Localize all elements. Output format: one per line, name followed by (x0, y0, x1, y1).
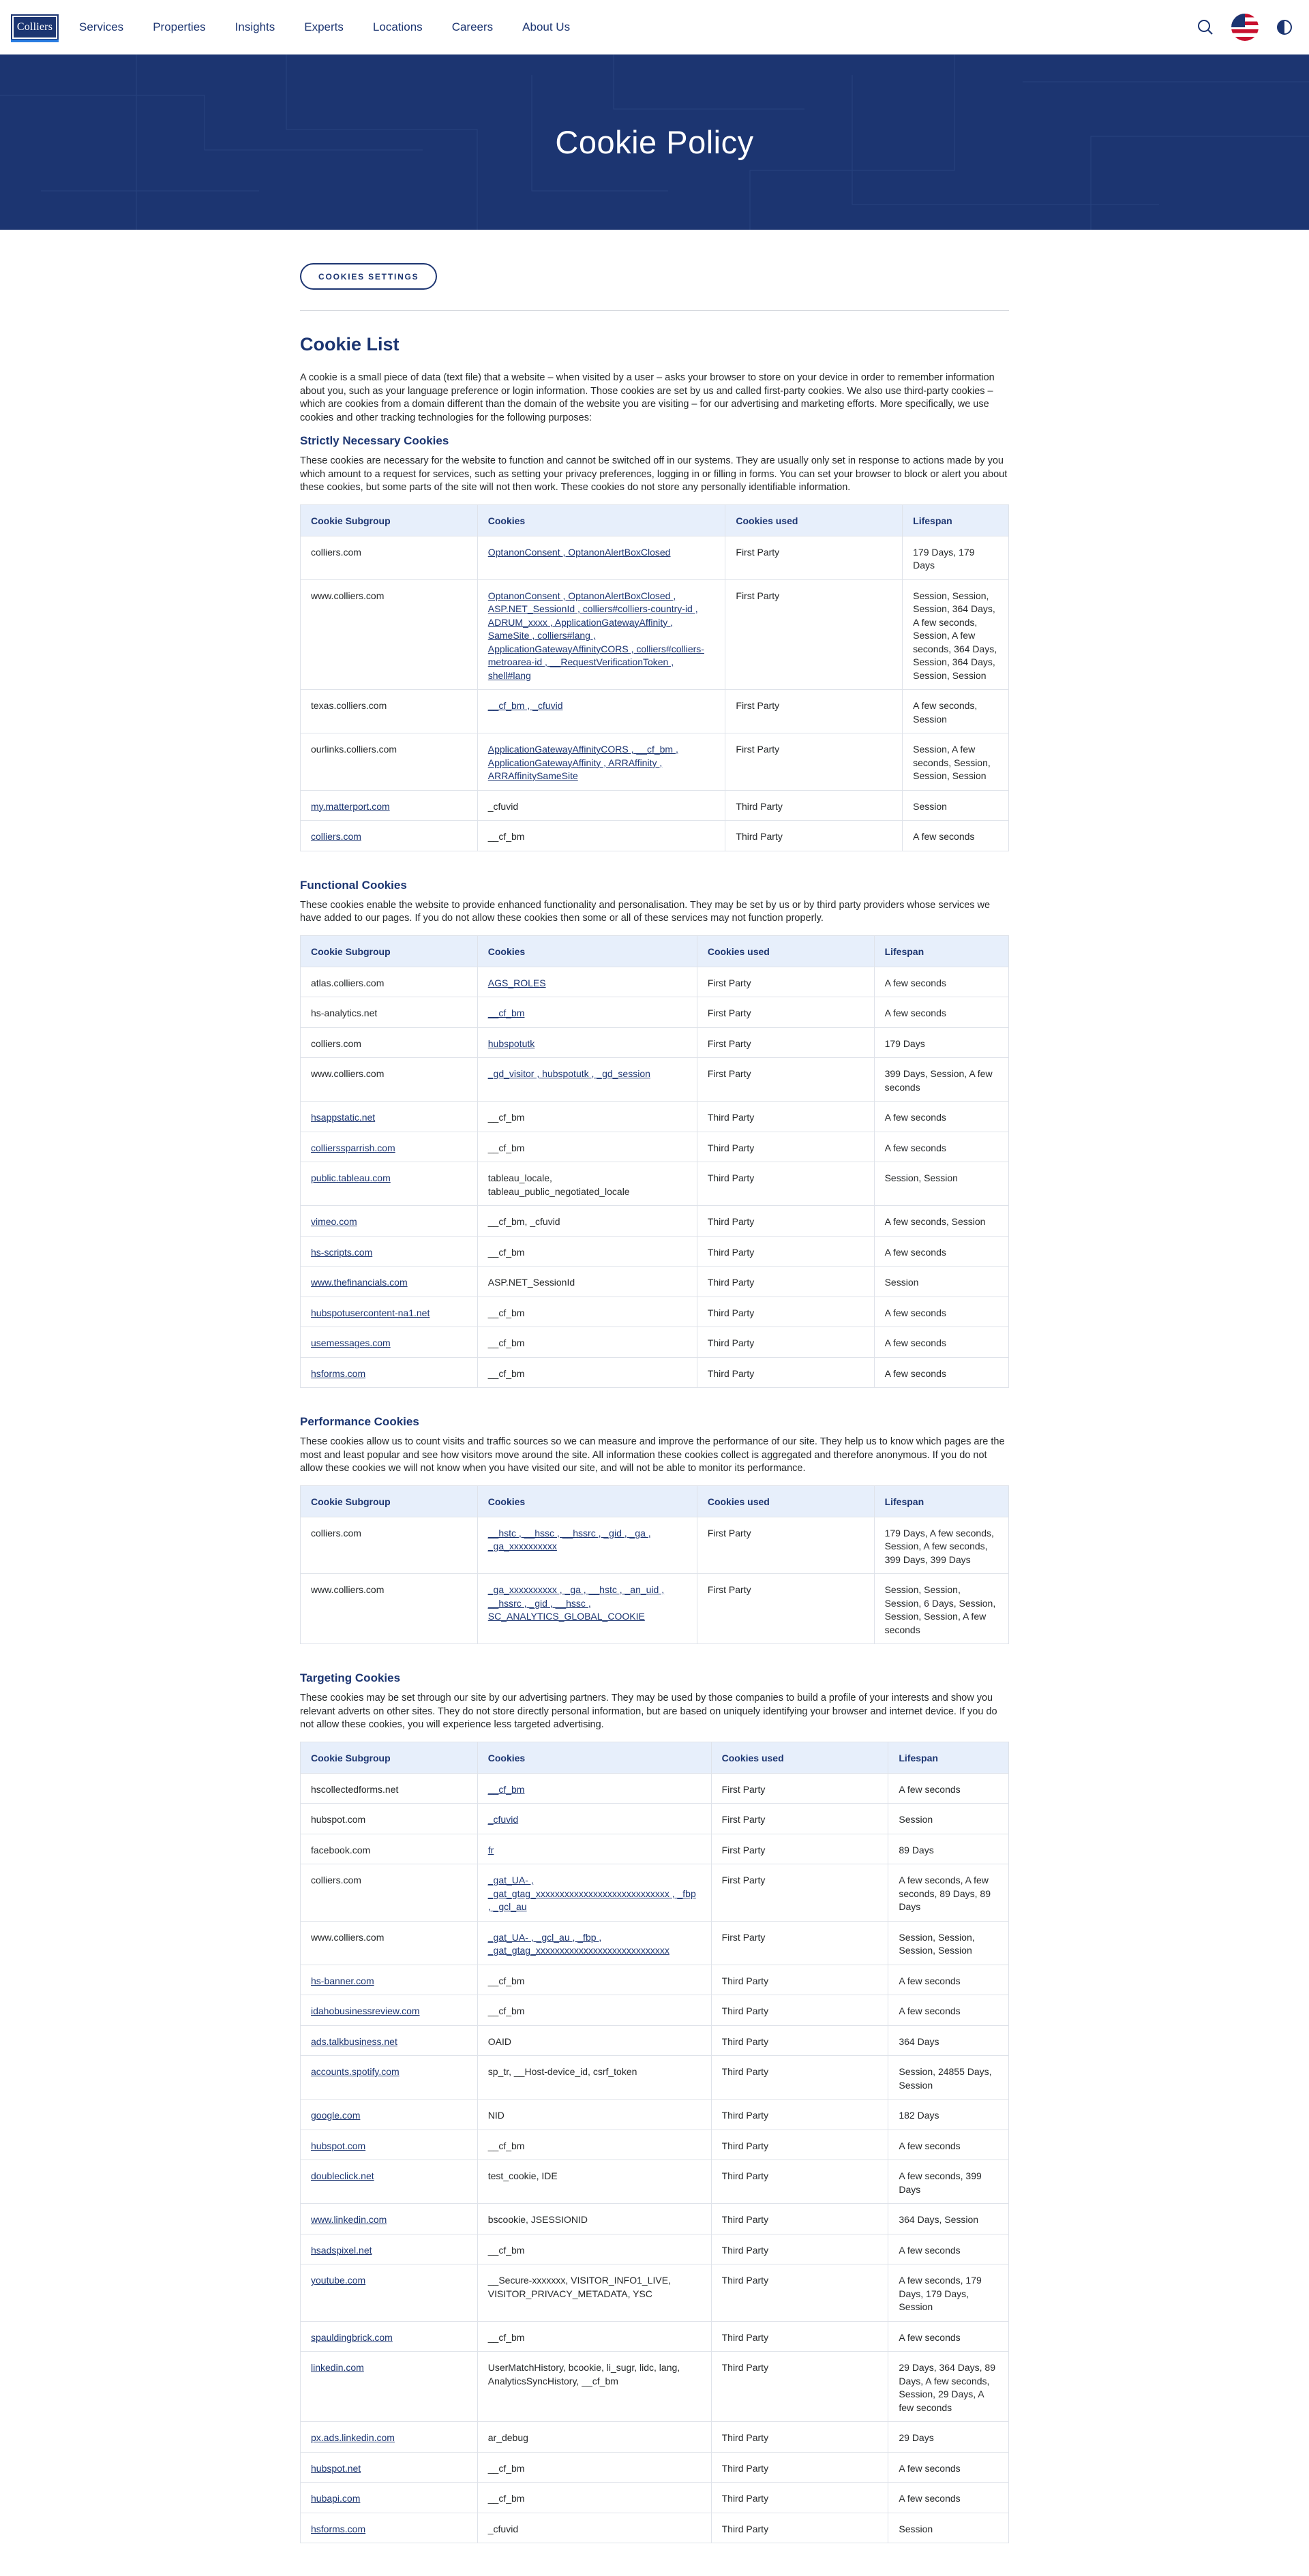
cookies-used-cell: First Party (725, 690, 903, 733)
subgroup-cell[interactable]: doubleclick.net (301, 2160, 478, 2204)
lifespan-cell: Session (888, 1804, 1009, 1834)
subgroup-cell: www.colliers.com (301, 579, 478, 690)
table-row (301, 579, 1009, 690)
column-header-lifespan: Lifespan (888, 1742, 1009, 1773)
table-row (301, 1132, 1009, 1162)
targeting-cookies-section (300, 1644, 1009, 2543)
cookies-used-cell: First Party (711, 1804, 888, 1834)
targeting-cookies-table (300, 1742, 1009, 2544)
lifespan-cell: A few seconds (888, 2130, 1009, 2160)
cookies-cell[interactable]: _cfuvid (477, 1804, 711, 1834)
cookies-cell: ar_debug (477, 2422, 711, 2453)
subgroup-cell: colliers.com (301, 1027, 478, 1058)
cookies-used-cell: First Party (725, 733, 903, 791)
cookies-used-cell: Third Party (711, 2025, 888, 2056)
cookies-cell: __cf_bm (477, 1357, 697, 1388)
table-header-row (301, 504, 1009, 536)
subgroup-cell[interactable]: hsappstatic.net (301, 1102, 478, 1132)
table-row (301, 2352, 1009, 2422)
lifespan-cell: Session (888, 2513, 1009, 2543)
cookies-cell[interactable]: __hstc , __hssc , __hssrc , _gid , _ga , _ga_xxxxxxxxxx (477, 1517, 697, 1574)
table-row (301, 997, 1009, 1028)
functional-cookies-description: These cookies enable the website to provide enhanced functionality and personalisation. They may be set by us or by third party providers whose services we have added to our pages. If you do not allow these cookies then some or all of these services may not function properly. (300, 899, 991, 924)
performance-cookies-description: These cookies allow us to count visits and traffic sources so we can measure and improve the performance of our site. They help us to know which pages are the most and least popular and see how visitors move around the site. All information these cookies collect is aggregated and therefore anonymous. If you do not allow these cookies we will not know when you have visited our site, and will not be able to monitor its performance. (300, 1436, 1005, 1474)
nav-insights[interactable]: Insights (235, 20, 275, 33)
cookies-cell: __cf_bm (477, 2321, 711, 2352)
cookies-cell: __cf_bm (477, 1995, 711, 2026)
table-row (301, 1206, 1009, 1237)
cookies-cell[interactable]: OptanonConsent , OptanonAlertBoxClosed , ASP.NET_SessionId , colliers#colliers-country-id , ADRUM_xxxx , ApplicationGatewayAffinity , SameSite , colliers#lang , ApplicationGatewayAffinityCORS , colliers#colliers-metroarea-id , __RequestVerificationToken , shell#lang (477, 579, 725, 690)
cookies-used-cell: Third Party (711, 1995, 888, 2026)
table-row (301, 1804, 1009, 1834)
table-row (301, 2422, 1009, 2453)
table-row (301, 2483, 1009, 2513)
cookies-used-cell: Third Party (697, 1297, 874, 1327)
lifespan-cell: A few seconds (874, 1236, 1008, 1267)
nav-locations[interactable]: Locations (372, 20, 423, 33)
lifespan-cell: 364 Days, Session (888, 2204, 1009, 2234)
targeting-cookies-heading: Targeting Cookies (300, 1671, 401, 1684)
cookies-used-cell: Third Party (711, 2160, 888, 2204)
column-header-cookies-used: Cookies used (711, 1742, 888, 1773)
table-row (301, 2234, 1009, 2264)
lifespan-cell: 179 Days, 179 Days (903, 536, 1009, 579)
subgroup-cell[interactable]: vimeo.com (301, 1206, 478, 1237)
table-row (301, 2513, 1009, 2543)
lifespan-cell: 29 Days, 364 Days, 89 Days, A few seconds, Session, 29 Days, A few seconds (888, 2352, 1009, 2422)
subgroup-cell[interactable]: hsforms.com (301, 1357, 478, 1388)
page-title: Cookie Policy (555, 124, 754, 160)
subgroup-cell[interactable]: usemessages.com (301, 1327, 478, 1358)
site-header (0, 0, 1309, 55)
cookies-cell[interactable]: OptanonConsent , OptanonAlertBoxClosed (477, 536, 725, 579)
lifespan-cell: A few seconds (888, 1965, 1009, 1995)
column-header-cookies: Cookies (477, 935, 697, 967)
subgroup-cell[interactable]: www.linkedin.com (301, 2204, 478, 2234)
table-row (301, 1965, 1009, 1995)
table-row (301, 2321, 1009, 2352)
lifespan-cell: A few seconds (874, 1297, 1008, 1327)
lifespan-cell: A few seconds (888, 1995, 1009, 2026)
cookies-used-cell: Third Party (711, 2452, 888, 2483)
cookies-cell: __cf_bm (477, 821, 725, 851)
subgroup-cell[interactable]: accounts.spotify.com (301, 2056, 478, 2100)
lifespan-cell: 364 Days (888, 2025, 1009, 2056)
functional-cookies-table (300, 935, 1009, 1389)
column-header-cookie-subgroup: Cookie Subgroup (301, 504, 478, 536)
lifespan-cell: A few seconds (874, 1132, 1008, 1162)
cookies-cell: __cf_bm (477, 1297, 697, 1327)
lifespan-cell: Session, 24855 Days, Session (888, 2056, 1009, 2100)
subgroup-cell: hs-analytics.net (301, 997, 478, 1028)
table-row (301, 1327, 1009, 1358)
cookies-cell[interactable]: __cf_bm (477, 1773, 711, 1804)
colliers-logo[interactable] (11, 14, 59, 40)
table-row (301, 1574, 1009, 1644)
cookies-used-cell: First Party (711, 1834, 888, 1864)
table-row (301, 1357, 1009, 1388)
subgroup-cell[interactable]: youtube.com (301, 2264, 478, 2322)
table-row (301, 2160, 1009, 2204)
column-header-lifespan: Lifespan (874, 935, 1008, 967)
table-row (301, 1995, 1009, 2026)
logo-accent-bar (11, 40, 59, 42)
subgroup-cell: www.colliers.com (301, 1921, 478, 1965)
table-row (301, 2100, 1009, 2130)
main-nav (79, 20, 599, 34)
nav-services[interactable]: Services (79, 20, 124, 33)
performance-cookies-heading: Performance Cookies (300, 1415, 419, 1428)
table-row (301, 1297, 1009, 1327)
table-row (301, 1102, 1009, 1132)
subgroup-cell[interactable]: idahobusinessreview.com (301, 1995, 478, 2026)
table-row (301, 1773, 1009, 1804)
subgroup-cell[interactable]: www.thefinancials.com (301, 1267, 478, 1297)
cookies-used-cell: First Party (725, 579, 903, 690)
subgroup-cell[interactable]: spauldingbrick.com (301, 2321, 478, 2352)
cookies-cell[interactable]: hubspotutk (477, 1027, 697, 1058)
performance-cookies-section (300, 1388, 1009, 1644)
subgroup-cell: texas.colliers.com (301, 690, 478, 733)
strictly-necessary-cookies-description: These cookies are necessary for the website to function and cannot be switched off in our systems. They are usually only set in response to actions made by you which amount to a request for services, such as setting your privacy preferences, logging in or filling in forms. You can set your browser to block or alert you about these cookies, but some parts of the site will not then work. These cookies do not store any personally identifiable information. (300, 455, 1008, 493)
cookies-used-cell: Third Party (711, 2204, 888, 2234)
strictly-necessary-cookies-section (300, 434, 1009, 851)
cookies-used-cell: Third Party (711, 2321, 888, 2352)
nav-about-us[interactable]: About Us (522, 20, 571, 33)
column-header-cookies-used: Cookies used (697, 1485, 874, 1517)
table-row (301, 790, 1009, 821)
subgroup-cell: facebook.com (301, 1834, 478, 1864)
table-header-row (301, 935, 1009, 967)
cookies-cell[interactable]: _ga_xxxxxxxxxx , _ga , __hstc , _an_uid , __hssrc , _gid , __hssc , SC_ANALYTICS_GLOBAL_COOKIE (477, 1574, 697, 1644)
subgroup-cell[interactable]: colliers.com (301, 821, 478, 851)
subgroup-cell[interactable]: hs-scripts.com (301, 1236, 478, 1267)
functional-cookies-section (300, 851, 1009, 1389)
cookies-cell: ASP.NET_SessionId (477, 1267, 697, 1297)
table-row (301, 1517, 1009, 1574)
lifespan-cell: A few seconds, Session (903, 690, 1009, 733)
cookies-used-cell: Third Party (711, 2056, 888, 2100)
cookies-settings-button[interactable]: COOKIES SETTINGS (300, 263, 437, 290)
lifespan-cell: Session (874, 1267, 1008, 1297)
subgroup-cell[interactable]: collierssparrish.com (301, 1132, 478, 1162)
table-row (301, 536, 1009, 579)
cookies-used-cell: Third Party (711, 2483, 888, 2513)
subgroup-cell[interactable]: linkedin.com (301, 2352, 478, 2422)
cookie-list-heading: Cookie List (300, 334, 400, 354)
section-spacer (300, 1388, 1009, 1406)
cookie-list-intro: A cookie is a small piece of data (text file) that a website – when visited by a user – asks your browser to store on your device in order to remember information about you, such as your language preference or login information. Those cookies are set by us and called first-party cookies. We also use third-party cookies – which are cookies from a domain different than the domain of the website you are visiting – for our advertising and marketing efforts. More specifically, we use cookies and other tracking technologies for the following purposes: (300, 372, 995, 423)
cookies-cell[interactable]: _gat_UA- , _gcl_au , _fbp , _gat_gtag_xxxxxxxxxxxxxxxxxxxxxxxxxxxx (477, 1921, 711, 1965)
subgroup-cell: ourlinks.colliers.com (301, 733, 478, 791)
table-row (301, 1236, 1009, 1267)
table-row (301, 2264, 1009, 2322)
cookies-used-cell: Third Party (711, 2352, 888, 2422)
column-header-lifespan: Lifespan (874, 1485, 1008, 1517)
search-icon[interactable] (1192, 14, 1219, 41)
lifespan-cell: A few seconds (874, 1327, 1008, 1358)
subgroup-cell[interactable]: hubapi.com (301, 2483, 478, 2513)
lifespan-cell: A few seconds (874, 997, 1008, 1028)
lifespan-cell: Session, Session, Session, 6 Days, Session, Session, Session, A few seconds (874, 1574, 1008, 1644)
cookies-cell: __cf_bm, _cfuvid (477, 1206, 697, 1237)
cookies-used-cell: Third Party (697, 1267, 874, 1297)
subgroup-cell[interactable]: google.com (301, 2100, 478, 2130)
column-header-cookies-used: Cookies used (725, 504, 903, 536)
cookies-used-cell: First Party (697, 997, 874, 1028)
cookies-cell[interactable]: AGS_ROLES (477, 967, 697, 997)
table-header-row (301, 1742, 1009, 1773)
column-header-cookies: Cookies (477, 504, 725, 536)
table-row (301, 2056, 1009, 2100)
cookies-cell[interactable]: _gat_UA- , _gat_gtag_xxxxxxxxxxxxxxxxxxxxxxxxxxxx , _fbp , _gcl_au (477, 1864, 711, 1922)
subgroup-cell[interactable]: ads.talkbusiness.net (301, 2025, 478, 2056)
lifespan-cell: A few seconds, 179 Days, 179 Days, Session (888, 2264, 1009, 2322)
cookies-cell[interactable]: __cf_bm , _cfuvid (477, 690, 725, 733)
cookies-used-cell: Third Party (697, 1357, 874, 1388)
subgroup-cell: colliers.com (301, 1517, 478, 1574)
subgroup-cell: www.colliers.com (301, 1058, 478, 1102)
nav-experts[interactable]: Experts (304, 20, 344, 33)
cookies-cell: bscookie, JSESSIONID (477, 2204, 711, 2234)
lifespan-cell: A few seconds (874, 967, 1008, 997)
lifespan-cell: Session (903, 790, 1009, 821)
cookies-used-cell: Third Party (711, 2422, 888, 2453)
table-row (301, 1267, 1009, 1297)
hero-banner (0, 55, 1309, 230)
cookies-used-cell: Third Party (711, 2100, 888, 2130)
cookies-cell: __cf_bm (477, 1327, 697, 1358)
cookies-cell: _cfuvid (477, 790, 725, 821)
lifespan-cell: A few seconds (888, 2321, 1009, 2352)
subgroup-cell[interactable]: hsadspixel.net (301, 2234, 478, 2264)
cookies-used-cell: Third Party (725, 790, 903, 821)
us-flag-icon[interactable] (1231, 14, 1259, 41)
lifespan-cell: Session, Session, Session, Session (888, 1921, 1009, 1965)
cookies-cell[interactable]: ApplicationGatewayAffinityCORS , __cf_bm , ApplicationGatewayAffinity , ARRAffinity , ARRAffinitySameSite (477, 733, 725, 791)
cookies-used-cell: Third Party (697, 1327, 874, 1358)
subgroup-cell[interactable]: hubspotusercontent-na1.net (301, 1297, 478, 1327)
lifespan-cell: A few seconds (888, 2452, 1009, 2483)
cookies-cell: _cfuvid (477, 2513, 711, 2543)
table-row (301, 733, 1009, 791)
subgroup-cell[interactable]: my.matterport.com (301, 790, 478, 821)
performance-cookies-table (300, 1485, 1009, 1645)
lifespan-cell: 179 Days, A few seconds, Session, A few seconds, 399 Days, 399 Days (874, 1517, 1008, 1574)
main-content (300, 230, 1009, 2543)
cookies-cell: __cf_bm (477, 2234, 711, 2264)
section-spacer (300, 1644, 1009, 1662)
cookies-used-cell: First Party (697, 1574, 874, 1644)
lifespan-cell: A few seconds, A few seconds, 89 Days, 89 Days (888, 1864, 1009, 1922)
cookies-used-cell: First Party (711, 1921, 888, 1965)
column-header-cookie-subgroup: Cookie Subgroup (301, 1742, 478, 1773)
lifespan-cell: A few seconds (888, 2483, 1009, 2513)
cookies-cell: __cf_bm (477, 2130, 711, 2160)
lifespan-cell: A few seconds (888, 1773, 1009, 1804)
strictly-necessary-cookies-heading: Strictly Necessary Cookies (300, 434, 449, 447)
subgroup-cell[interactable]: hsforms.com (301, 2513, 478, 2543)
cookies-cell: test_cookie, IDE (477, 2160, 711, 2204)
cookies-cell: tableau_locale, tableau_public_negotiated_locale (477, 1162, 697, 1206)
lifespan-cell: A few seconds (874, 1357, 1008, 1388)
cookies-used-cell: Third Party (711, 1965, 888, 1995)
table-row (301, 1834, 1009, 1864)
lifespan-cell: 179 Days (874, 1027, 1008, 1058)
cookies-used-cell: Third Party (711, 2513, 888, 2543)
cookies-cell: __cf_bm (477, 1965, 711, 1995)
divider (300, 310, 1009, 311)
column-header-cookies: Cookies (477, 1742, 711, 1773)
lifespan-cell: A few seconds (903, 821, 1009, 851)
cookies-used-cell: First Party (711, 1773, 888, 1804)
cookie-sections (300, 434, 1009, 2543)
cookies-used-cell: Third Party (711, 2130, 888, 2160)
cookies-cell[interactable]: _gd_visitor , hubspotutk , _gd_session (477, 1058, 697, 1102)
lifespan-cell: 399 Days, Session, A few seconds (874, 1058, 1008, 1102)
cookies-cell: __cf_bm (477, 1102, 697, 1132)
cookies-used-cell: First Party (697, 967, 874, 997)
subgroup-cell: hubspot.com (301, 1804, 478, 1834)
column-header-lifespan: Lifespan (903, 504, 1009, 536)
table-row (301, 1162, 1009, 1206)
lifespan-cell: 182 Days (888, 2100, 1009, 2130)
cookies-used-cell: First Party (697, 1058, 874, 1102)
cookies-used-cell: First Party (697, 1027, 874, 1058)
table-row (301, 1027, 1009, 1058)
table-row (301, 2130, 1009, 2160)
column-header-cookies: Cookies (477, 1485, 697, 1517)
lifespan-cell: A few seconds (888, 2234, 1009, 2264)
subgroup-cell[interactable]: px.ads.linkedin.com (301, 2422, 478, 2453)
cookies-used-cell: Third Party (697, 1206, 874, 1237)
targeting-cookies-description: These cookies may be set through our site by our advertising partners. They may be used by those companies to build a profile of your interests and show you relevant adverts on other sites. They do not store directly personal information, but are based on uniquely identifying your browser and internet device. If you do not allow these cookies, you will experience less targeted advertising. (300, 1693, 997, 1730)
lifespan-cell: Session, Session (874, 1162, 1008, 1206)
strictly-necessary-cookies-table (300, 504, 1009, 851)
cookies-cell: __cf_bm (477, 2483, 711, 2513)
cookies-cell: __Secure-xxxxxxx, VISITOR_INFO1_LIVE, VISITOR_PRIVACY_METADATA, YSC (477, 2264, 711, 2322)
cookies-used-cell: Third Party (697, 1236, 874, 1267)
cookies-cell[interactable]: fr (477, 1834, 711, 1864)
section-spacer (300, 851, 1009, 869)
subgroup-cell: colliers.com (301, 536, 478, 579)
lifespan-cell: A few seconds, Session (874, 1206, 1008, 1237)
table-row (301, 967, 1009, 997)
subgroup-cell[interactable]: hubspot.net (301, 2452, 478, 2483)
table-row (301, 1058, 1009, 1102)
subgroup-cell[interactable]: public.tableau.com (301, 1162, 478, 1206)
cookies-cell[interactable]: __cf_bm (477, 997, 697, 1028)
subgroup-cell[interactable]: hubspot.com (301, 2130, 478, 2160)
column-header-cookie-subgroup: Cookie Subgroup (301, 935, 478, 967)
cookies-used-cell: Third Party (711, 2264, 888, 2322)
contrast-toggle-icon[interactable] (1271, 14, 1298, 41)
cookies-cell: __cf_bm (477, 2452, 711, 2483)
table-row (301, 2025, 1009, 2056)
subgroup-cell: atlas.colliers.com (301, 967, 478, 997)
subgroup-cell: www.colliers.com (301, 1574, 478, 1644)
subgroup-cell: colliers.com (301, 1864, 478, 1922)
cookies-cell: sp_tr, __Host-device_id, csrf_token (477, 2056, 711, 2100)
cookies-cell: UserMatchHistory, bcookie, li_sugr, lidc, lang, AnalyticsSyncHistory, __cf_bm (477, 2352, 711, 2422)
nav-properties[interactable]: Properties (153, 20, 206, 33)
header-actions (1192, 14, 1298, 41)
table-row (301, 1864, 1009, 1922)
subgroup-cell[interactable]: hs-banner.com (301, 1965, 478, 1995)
table-header-row (301, 1485, 1009, 1517)
cookies-cell: NID (477, 2100, 711, 2130)
cookies-used-cell: First Party (711, 1864, 888, 1922)
subgroup-cell: hscollectedforms.net (301, 1773, 478, 1804)
column-header-cookies-used: Cookies used (697, 935, 874, 967)
logo-text: Colliers (16, 20, 53, 33)
table-row (301, 690, 1009, 733)
cookies-cell: __cf_bm (477, 1236, 697, 1267)
cookies-used-cell: Third Party (711, 2234, 888, 2264)
functional-cookies-heading: Functional Cookies (300, 878, 407, 892)
table-row (301, 821, 1009, 851)
lifespan-cell: 29 Days (888, 2422, 1009, 2453)
cookies-used-cell: Third Party (697, 1132, 874, 1162)
cookies-used-cell: First Party (725, 536, 903, 579)
table-row (301, 1921, 1009, 1965)
cookies-cell: __cf_bm (477, 1132, 697, 1162)
cookies-cell: OAID (477, 2025, 711, 2056)
lifespan-cell: Session, Session, Session, 364 Days, A few seconds, Session, A few seconds, 364 Days, Session, 364 Days, Session, Session (903, 579, 1009, 690)
lifespan-cell: Session, A few seconds, Session, Session, Session (903, 733, 1009, 791)
cookies-used-cell: Third Party (697, 1102, 874, 1132)
table-row (301, 2452, 1009, 2483)
cookies-used-cell: First Party (697, 1517, 874, 1574)
table-row (301, 2204, 1009, 2234)
lifespan-cell: 89 Days (888, 1834, 1009, 1864)
lifespan-cell: A few seconds (874, 1102, 1008, 1132)
cookies-used-cell: Third Party (697, 1162, 874, 1206)
nav-careers[interactable]: Careers (451, 20, 494, 33)
lifespan-cell: A few seconds, 399 Days (888, 2160, 1009, 2204)
column-header-cookie-subgroup: Cookie Subgroup (301, 1485, 478, 1517)
cookies-used-cell: Third Party (725, 821, 903, 851)
